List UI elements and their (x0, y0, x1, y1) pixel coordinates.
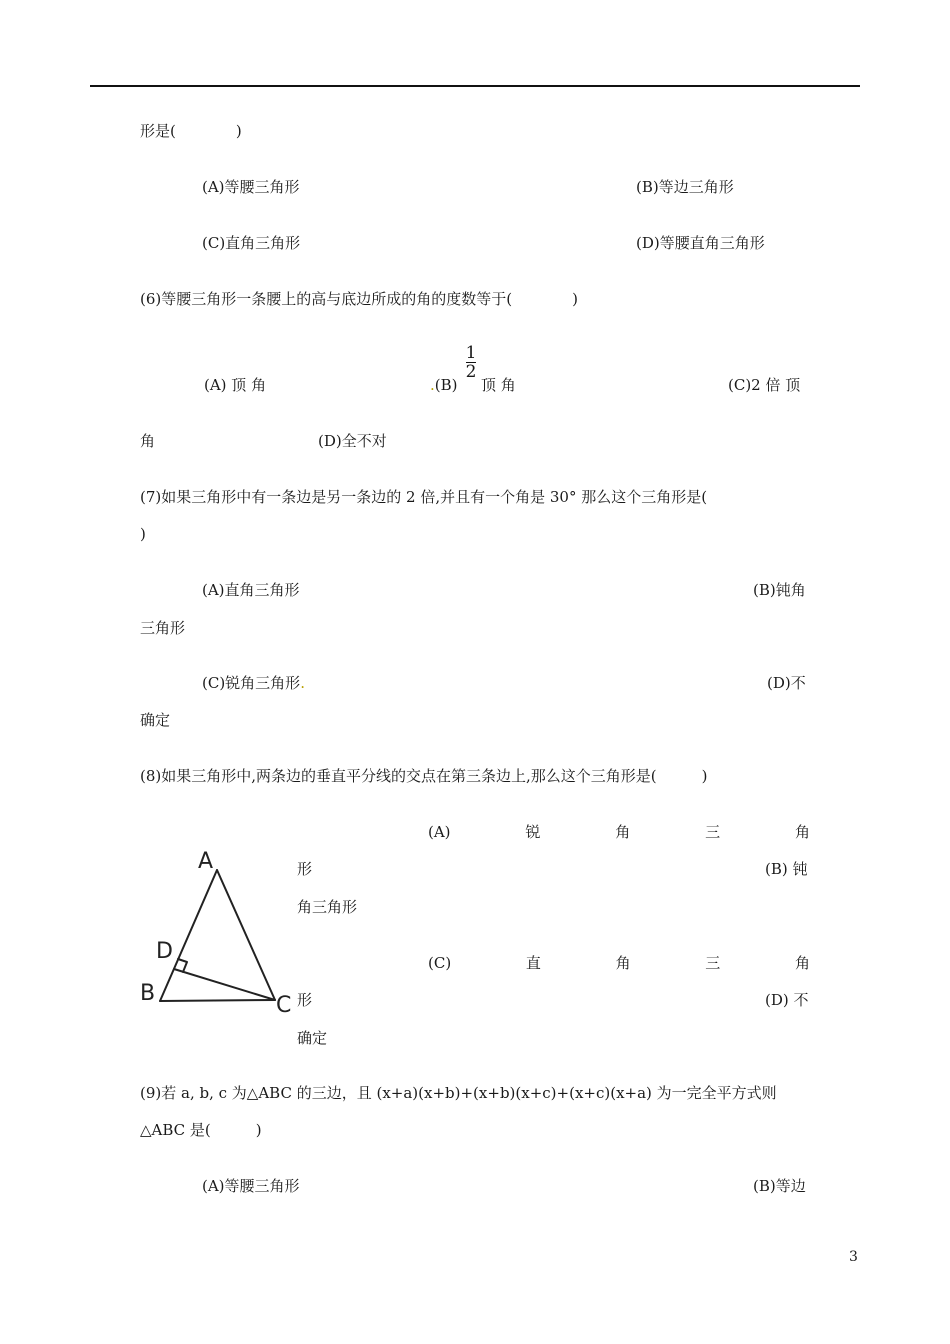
q7-option-d-part2: 确定 (140, 711, 171, 729)
q8-option-b-part2: 角三角形 (297, 898, 358, 916)
fraction-numerator: 1 (465, 343, 477, 363)
q7-option-b-part2: 三角形 (140, 619, 186, 637)
q8-a-char: 角 (615, 823, 631, 841)
page-number: 3 (849, 1249, 858, 1265)
header-rule (90, 85, 860, 87)
q6-stem: (6)等腰三角形一条腰上的高与底边所成的角的度数等于( ) (140, 290, 578, 308)
q8-c-char: 角 (794, 954, 810, 972)
q8-option-c-end: 形 (297, 991, 313, 1009)
q7-option-b-part1: (B)钝角 (753, 581, 806, 599)
q8-option-d-part1: (D) 不 (765, 991, 809, 1009)
q5-stem-end: 形是( ) (140, 122, 242, 140)
q8-option-c (428, 953, 810, 973)
q8-option-a-end: 形 (297, 860, 313, 878)
q5-option-a: (A)等腰三角形 (202, 178, 300, 196)
q7-option-c: (C)锐角三角形. (202, 674, 305, 692)
q9-stem: (9)若 a, b, c 为△ABC 的三边，且 (x+a)(x+b)+(x+b)(x+c)+(x+c)(x+a) 为一完全平方式则 (140, 1084, 777, 1102)
q8-a-char: 三 (705, 823, 721, 841)
q7-option-a: (A)直角三角形 (202, 581, 300, 599)
q6-option-a: (A) 顶 角 (204, 376, 267, 394)
q9-option-b: (B)等边 (753, 1177, 806, 1195)
side-ac (217, 870, 275, 1000)
q7-stem-end: ) (140, 525, 146, 543)
q6-option-b-suffix: 顶 角 (481, 376, 516, 394)
label-c: C (276, 993, 292, 1018)
q5-option-b: (B)等边三角形 (636, 178, 734, 196)
q8-c-char: 角 (615, 954, 631, 972)
q6-option-c-part2: 角 (140, 432, 156, 450)
q5-option-d: (D)等腰直角三角形 (636, 234, 765, 252)
triangle-figure (138, 840, 298, 1020)
fraction-denominator: 2 (465, 362, 477, 382)
q8-c-char: 直 (525, 954, 541, 972)
q7-option-d-part1: (D)不 (767, 674, 806, 692)
q8-option-a (428, 822, 810, 842)
label-d: D (156, 939, 173, 964)
q8-a-char: 角 (794, 823, 810, 841)
side-ab (160, 870, 217, 1001)
q7-stem: (7)如果三角形中有一条边是另一条边的 2 倍,并且有一个角是 30° 那么这个三角形是( (140, 488, 708, 506)
q6-fraction-half (465, 344, 477, 381)
q5-option-c: (C)直角三角形 (202, 234, 301, 252)
label-b: B (140, 981, 156, 1006)
label-a: A (198, 849, 214, 874)
q9-option-a: (A)等腰三角形 (202, 1177, 300, 1195)
q8-a-char: 锐 (525, 823, 541, 841)
q8-c-char: 三 (705, 954, 721, 972)
q8-option-b-part1: (B) 钝 (765, 860, 808, 878)
q8-a-char: (A) (428, 823, 451, 841)
altitude-cd (174, 969, 275, 1000)
q6-option-c-part1: (C)2 倍 顶 (728, 376, 801, 394)
q8-c-char: (C) (428, 954, 452, 972)
q9-stem-line2: △ABC 是( ) (140, 1121, 262, 1139)
q6-option-d: (D)全不对 (318, 432, 387, 450)
q8-stem: (8)如果三角形中,两条边的垂直平分线的交点在第三条边上,那么这个三角形是( ) (140, 767, 708, 785)
q8-option-d-part2: 确定 (297, 1029, 328, 1047)
q6-option-b-prefix: .(B) (430, 376, 458, 394)
side-bc (160, 1000, 275, 1001)
